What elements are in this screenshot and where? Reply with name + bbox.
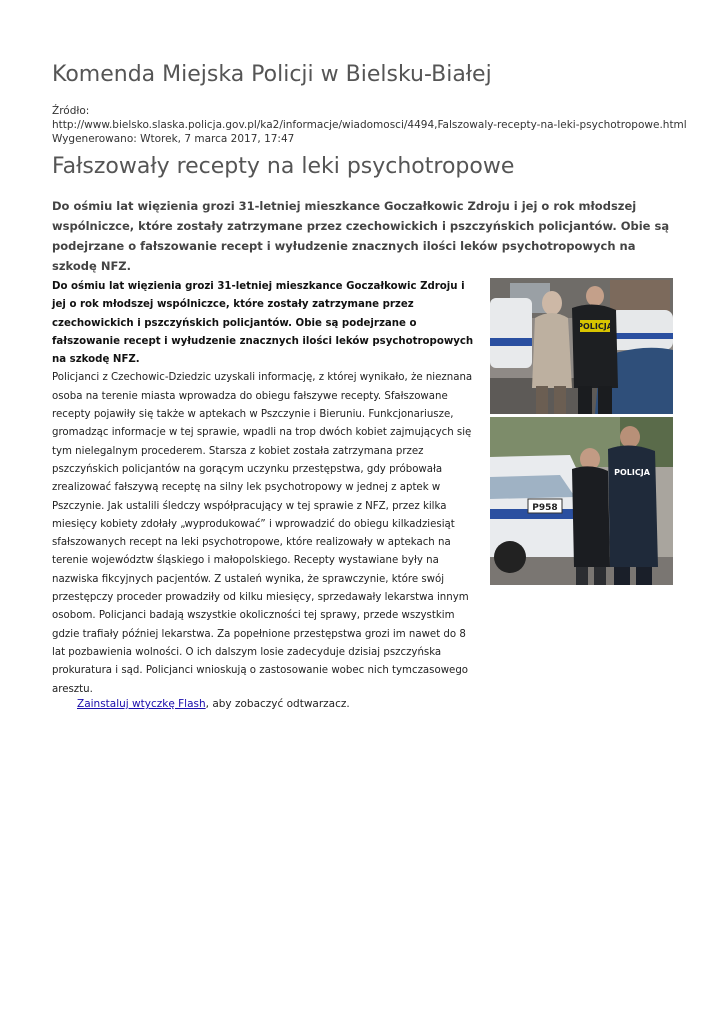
car-plate: P958: [532, 503, 558, 513]
article-body-intro: Do ośmiu lat więzienia grozi 31-letniej mieszkance Goczałkowic Zdroju i jej o rok młodszej wspólniczce, które zostały zatrzymane przez czechowickich i pszczyńskich policjantów. Obie są podejrzane o fałszowanie recept i wyłudzenie znacznych ilości leków psychotropowych na szkodę NFZ.: [52, 281, 474, 366]
vest-label-1: POLICJA: [577, 322, 613, 331]
article-body: [52, 278, 482, 699]
source-label: Źródło:: [52, 105, 90, 117]
site-title: Komenda Miejska Policji w Bielsku-Białej: [52, 62, 492, 87]
flash-notice-suffix: , aby zobaczyć odtwarzacz.: [205, 698, 350, 710]
article-lead: Do ośmiu lat więzienia grozi 31-letniej mieszkance Goczałkowic Zdroju i jej o rok młodszej wspólniczce, które zostały zatrzymane przez czechowickich i pszczyńskich policjantów. Obie są podejrzane o fałszowanie recept i wyłudzenie znacznych ilości leków psychotropowych na szkodę NFZ.: [52, 199, 670, 273]
photo-arrest-2: [490, 417, 673, 585]
source-meta: [52, 104, 687, 146]
source-url: http://www.bielsko.slaska.policja.gov.pl/ka2/informacje/wiadomosci/4494,Falszowaly-recepty-na-leki-psychotropowe.html: [52, 119, 687, 131]
article-body-text: Policjanci z Czechowic-Dziedzic uzyskali informację, z której wynikało, że nieznana osoba na terenie miasta wprowadza do obiegu fałszywe recepty. Sfałszowane recepty pojawiły się także w aptekach w Pszczynie i Bieruniu. Funkcjonariusze, gromadząc informacje w tej sprawie, wpadli na trop dwóch kobiet zajmujących się tym nielegalnym procederem. Starsza z kobiet została zatrzymana przez pszczyńskich policjantów na gorącym uczynku przestępstwa, gdy próbowała zrealizować fałszywą receptę na silny lek psychotropowy w jednej z aptek w Pszczynie. Jak ustalili śledczy współpracujący w tej sprawie z NFZ, przez kilka miesięcy kobiety zdołały „wyprodukować” i wprowadzić do obiegu kilkadziesiąt sfałszowanych recept na leki psychotropowe, które realizowały w aptekach na terenie województw śląskiego i małopolskiego. Recepty wystawiane były na nazwiska fikcyjnych pacjentów. Z ustaleń wynika, że sprawczynie, które swój przestępczy proceder prowadziły od kilku miesięcy, sprzedawały lekarstwa innym osobom. Policjanci badają wszystkie okoliczności tej sprawy, przede wszystkim gdzie trafiały później lekarstwa. Za popełnione przestępstwa grozi im nawet do 8 lat pozbawienia wolności. O ich dalszym losie zadecyduje dzisiaj pszczyńska prokuratura i sąd. Policjanci wnioskują o zastosowanie wobec nich tymczasowego aresztu.: [52, 372, 473, 695]
generated-date: Wygenerowano: Wtorek, 7 marca 2017, 17:47: [52, 133, 295, 145]
vest-label-2: POLICJA: [614, 468, 650, 477]
photo-arrest-1: [490, 278, 673, 414]
install-flash-link[interactable]: Zainstaluj wtyczkę Flash: [77, 698, 206, 710]
flash-notice: [77, 698, 350, 710]
article-title: Fałszowały recepty na leki psychotropowe: [52, 154, 515, 179]
